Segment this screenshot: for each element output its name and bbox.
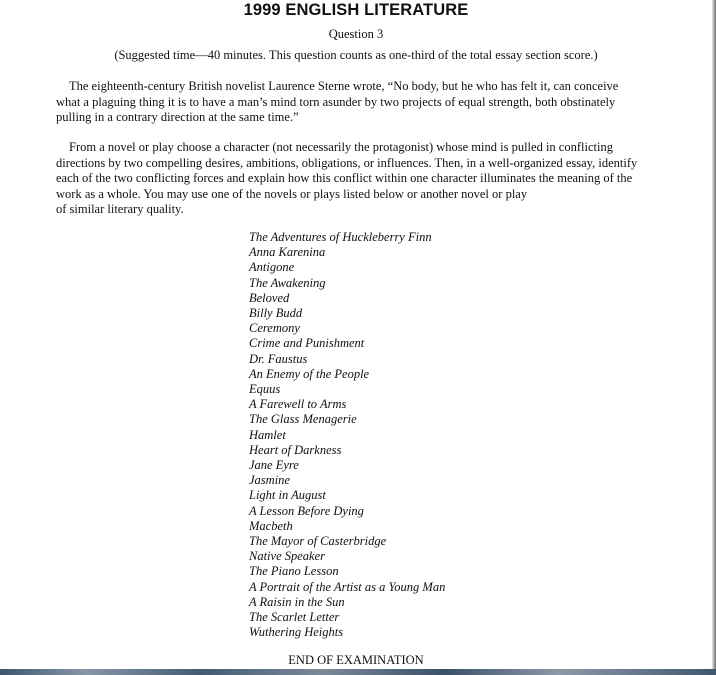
work-title-item: The Mayor of Casterbridge [249, 534, 387, 549]
question-number: Question 3 [328, 27, 384, 41]
prompt-quote-paragraph [56, 79, 668, 126]
work-title-item: A Farewell to Arms [249, 397, 347, 412]
work-title-item: Light in August [249, 488, 326, 503]
work-title-item: Antigone [249, 260, 295, 275]
paragraph-line: each of the two conflicting forces and explain how this conflict within one character illuminates the meaning of the [56, 171, 633, 185]
work-title-item: Crime and Punishment [249, 336, 365, 351]
work-title-item: The Scarlet Letter [249, 610, 340, 625]
work-title-item: The Awakening [249, 275, 326, 290]
page-title: 1999 ENGLISH LITERATURE [243, 1, 469, 19]
work-title-item: The Adventures of Huckleberry Finn [249, 230, 432, 244]
work-title-item: Equus [249, 382, 281, 397]
work-title-item: Anna Karenina [249, 245, 326, 260]
desktop-background-strip [0, 669, 716, 675]
paragraph-line: directions by two compelling desires, ambitions, obligations, or influences. Then, in a well-organized essay, identify [56, 155, 638, 170]
work-title-item: Dr. Faustus [249, 351, 308, 366]
work-title-item: An Enemy of the People [249, 366, 370, 381]
paragraph-line: From a novel or play choose a character (not necessarily the protagonist) whose mind is pulled in conflicting [69, 140, 613, 154]
work-title-item: The Piano Lesson [249, 564, 339, 579]
end-of-examination: END OF EXAMINATION [288, 653, 424, 667]
paragraph-line: what a plaguing thing it is to have a man’s mind torn asunder by two projects of equal strength, both obstinately [56, 94, 616, 109]
works-list [249, 230, 445, 640]
work-title-item: The Glass Menagerie [249, 412, 357, 427]
work-title-item: Jasmine [249, 473, 290, 488]
work-title-item: Heart of Darkness [249, 442, 342, 457]
work-title-item: A Lesson Before Dying [249, 503, 364, 518]
work-title-item: A Raisin in the Sun [249, 594, 345, 609]
work-title-item: Jane Eyre [249, 458, 299, 473]
suggested-time-note: (Suggested time—40 minutes. This question counts as one-third of the total essay section score.) [114, 48, 598, 62]
paragraph-line: work as a whole. You may use one of the novels or plays listed below or another novel or play [56, 186, 528, 201]
paragraph-line: The eighteenth-century British novelist Laurence Sterne wrote, “No body, but he who has felt it, can conceive [69, 79, 619, 93]
work-title-item: Billy Budd [249, 306, 303, 321]
paragraph-line: pulling in a contrary direction at the same time.” [56, 110, 299, 124]
window-edge [712, 0, 716, 675]
work-title-item: Native Speaker [249, 549, 326, 564]
work-title-item: Ceremony [249, 321, 300, 336]
work-title-item: Macbeth [249, 518, 293, 533]
paragraph-line: of similar literary quality. [56, 202, 184, 216]
prompt-instructions-paragraph [56, 140, 668, 218]
work-title-item: Beloved [249, 290, 290, 305]
work-title-item: Hamlet [249, 427, 286, 442]
work-title-item: Wuthering Heights [249, 625, 344, 640]
work-title-item: A Portrait of the Artist as a Young Man [249, 579, 446, 594]
